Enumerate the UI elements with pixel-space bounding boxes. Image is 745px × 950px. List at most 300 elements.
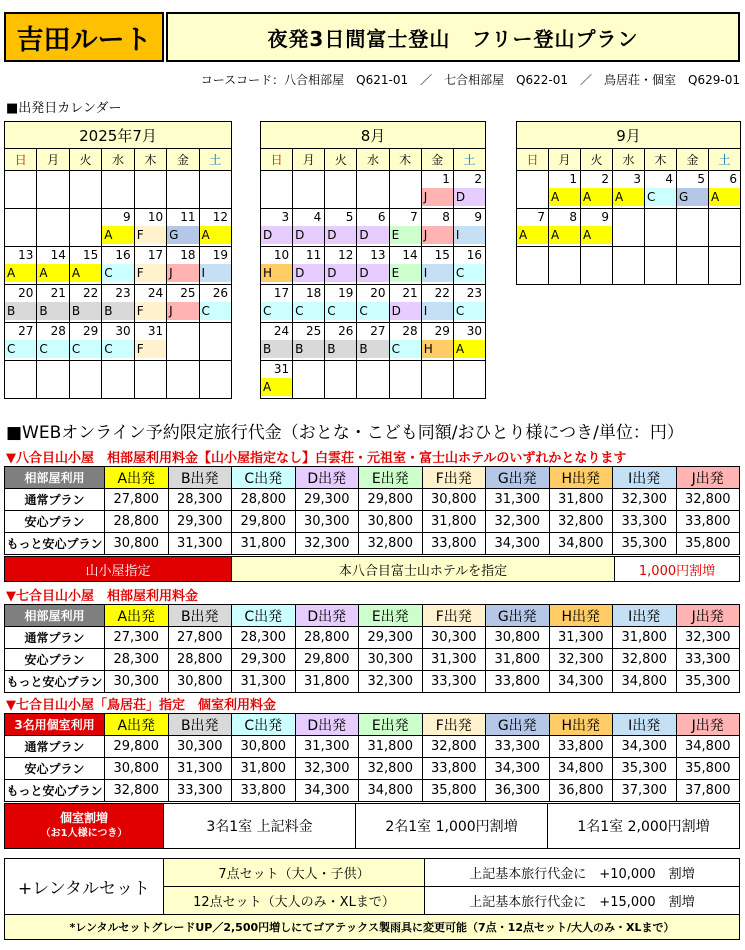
price-cell: 28,800 [295, 627, 359, 649]
departure-column-header: H出発 [549, 605, 613, 627]
departure-code [357, 378, 388, 396]
calendar-day [261, 285, 293, 323]
table-row [5, 758, 740, 780]
calendar-day [453, 323, 485, 361]
price-cell: 33,800 [676, 511, 740, 533]
departure-column-header: E出発 [359, 467, 423, 489]
table-row [5, 736, 740, 758]
day-number [357, 361, 388, 378]
departure-code: B [102, 302, 133, 320]
calendar-day [37, 171, 69, 209]
hut-designation-label: 山小屋指定 [5, 557, 232, 582]
day-number: 15 [434, 248, 450, 262]
price-cell: 35,800 [676, 533, 740, 555]
plan-label: 安心プラン [5, 758, 105, 780]
calendar-day [69, 171, 101, 209]
calendar-day [357, 323, 389, 361]
day-number [422, 361, 453, 378]
price-cell: 29,800 [295, 649, 359, 671]
departure-code: J [167, 264, 198, 282]
departure-code: C [454, 302, 485, 320]
departure-code: C [325, 302, 356, 320]
day-number [517, 171, 548, 188]
day-number: 15 [82, 248, 99, 262]
calendar-day [421, 209, 453, 247]
price-cell: 34,800 [613, 671, 677, 693]
departure-code: C [37, 340, 68, 358]
departure-code [390, 188, 421, 206]
day-number: 18 [180, 248, 196, 262]
day-number: 7 [410, 210, 418, 224]
calendar-day [389, 209, 421, 247]
price-cell: 29,300 [295, 489, 359, 511]
calendar-day [102, 361, 134, 399]
calendar-day [517, 247, 549, 285]
table-row [5, 649, 740, 671]
departure-code [37, 188, 68, 206]
price-cell: 32,800 [613, 649, 677, 671]
calendar-day [5, 323, 37, 361]
table-row [5, 671, 740, 693]
price-cell: 34,800 [549, 533, 613, 555]
table-title-7th-private: ▼七合目山小屋「鳥居荘」指定 個室利用料金 [6, 698, 276, 713]
weekday-header: 木 [389, 149, 421, 171]
day-number: 4 [665, 172, 673, 186]
day-number [200, 323, 231, 340]
departure-code [102, 378, 133, 396]
departure-column-header: F出発 [422, 605, 486, 627]
price-cell: 32,300 [295, 533, 359, 555]
departure-code [422, 378, 453, 396]
price-cell: 35,300 [613, 758, 677, 780]
departure-code: A [581, 188, 612, 206]
departure-code: C [102, 264, 133, 282]
table-row [5, 627, 740, 649]
calendar-july [4, 121, 232, 399]
month-title: 8月 [261, 122, 486, 149]
price-cell: 30,800 [359, 511, 423, 533]
price-cell: 32,300 [676, 627, 740, 649]
weekday-header: 金 [677, 149, 709, 171]
departure-code [645, 226, 676, 244]
departure-column-header: F出発 [422, 714, 486, 736]
price-table-7th-private [4, 713, 740, 802]
calendar-day [517, 171, 549, 209]
departure-code: A [613, 188, 644, 206]
price-cell: 30,800 [486, 627, 550, 649]
calendar-day [102, 247, 134, 285]
day-number [135, 171, 166, 188]
departure-code: B [261, 340, 292, 358]
weekday-header: 土 [709, 149, 741, 171]
departure-code [135, 188, 166, 206]
day-number: 30 [466, 324, 482, 338]
calendar-day [325, 323, 357, 361]
price-cell: 31,300 [168, 758, 232, 780]
day-number: 24 [147, 286, 164, 300]
departure-code [167, 340, 198, 358]
day-number [5, 209, 36, 226]
calendar-day [357, 247, 389, 285]
departure-code: C [261, 302, 292, 320]
departure-code: F [135, 302, 166, 320]
departure-code: I [454, 226, 485, 244]
departure-code [677, 226, 708, 244]
weekday-header: 火 [69, 149, 101, 171]
day-number: 29 [434, 324, 450, 338]
day-number: 27 [370, 324, 386, 338]
departure-code: D [357, 226, 388, 244]
weekday-header: 月 [293, 149, 325, 171]
departure-code [5, 188, 36, 206]
departure-code [200, 188, 231, 206]
day-number: 18 [306, 286, 322, 300]
price-cell: 29,800 [105, 736, 169, 758]
price-cell: 37,800 [676, 780, 740, 802]
table-row [5, 489, 740, 511]
calendar-day [453, 285, 485, 323]
price-cell: 33,300 [613, 511, 677, 533]
month-title: 2025年7月 [5, 122, 232, 149]
day-number: 3 [281, 210, 290, 224]
calendar-day [293, 285, 325, 323]
day-number: 28 [50, 324, 66, 338]
departure-code: A [454, 340, 485, 358]
calendar-day [645, 171, 677, 209]
day-number [709, 247, 740, 264]
departure-column-header: D出発 [295, 605, 359, 627]
day-number: 9 [474, 210, 482, 224]
price-cell: 32,800 [549, 511, 613, 533]
departure-code [709, 226, 740, 244]
departure-code: D [454, 188, 485, 206]
calendar-day [581, 247, 613, 285]
day-number [37, 361, 68, 378]
calendar-day [199, 323, 231, 361]
day-number: 13 [18, 248, 34, 262]
day-number: 6 [729, 172, 737, 186]
day-number [645, 247, 676, 264]
private-room-option: 3名1室 上記料金 [164, 804, 356, 849]
weekday-header: 水 [613, 149, 645, 171]
day-number: 21 [50, 286, 66, 300]
price-cell: 33,300 [422, 671, 486, 693]
departure-code [549, 264, 580, 282]
day-number [293, 361, 324, 378]
price-cell: 30,300 [359, 649, 423, 671]
calendar-day [69, 247, 101, 285]
day-number: 26 [212, 286, 228, 300]
day-number: 14 [402, 248, 418, 262]
departure-code: A [549, 226, 580, 244]
day-number [70, 209, 101, 226]
departure-code: A [70, 264, 101, 282]
day-number [645, 209, 676, 226]
plan-label: もっと安心プラン [5, 671, 105, 693]
day-number [613, 247, 644, 264]
departure-code: A [200, 226, 231, 244]
departure-code: D [293, 226, 324, 244]
price-cell: 31,800 [549, 489, 613, 511]
day-number: 7 [537, 210, 545, 224]
price-cell: 32,800 [359, 533, 423, 555]
departure-code: A [102, 226, 133, 244]
plan-label: 通常プラン [5, 489, 105, 511]
day-number: 8 [442, 210, 450, 224]
calendar-day [357, 285, 389, 323]
private-room-label [5, 804, 164, 849]
departure-code: A [37, 264, 68, 282]
price-cell: 33,300 [486, 736, 550, 758]
departure-code [517, 264, 548, 282]
departure-column-header: G出発 [486, 714, 550, 736]
price-cell: 29,300 [168, 511, 232, 533]
calendar-day [453, 171, 485, 209]
departure-code [613, 264, 644, 282]
departure-column-header: I出発 [613, 467, 677, 489]
day-number: 12 [212, 210, 228, 224]
day-number: 17 [273, 286, 290, 300]
rental-set-label: +レンタルセット [5, 859, 164, 915]
day-number [200, 171, 231, 188]
calendar-day [102, 323, 134, 361]
price-cell: 29,800 [359, 489, 423, 511]
price-cell: 31,300 [168, 533, 232, 555]
price-table-7th-shared [4, 604, 740, 693]
hut-designation-surcharge: 1,000円割増 [615, 557, 740, 582]
calendar-day [134, 209, 166, 247]
calendar-day [102, 209, 134, 247]
plan-label: 通常プラン [5, 736, 105, 758]
price-cell: 32,300 [295, 758, 359, 780]
day-number [454, 361, 485, 378]
day-number: 8 [569, 210, 577, 224]
price-cell: 28,300 [168, 489, 232, 511]
day-number [325, 361, 356, 378]
departure-code [325, 378, 356, 396]
departure-code [390, 378, 421, 396]
weekday-header: 水 [357, 149, 389, 171]
calendar-day [709, 171, 741, 209]
price-cell: 35,300 [613, 533, 677, 555]
calendar-day [325, 285, 357, 323]
calendar-day [677, 171, 709, 209]
price-cell: 29,800 [232, 511, 296, 533]
departure-code: D [325, 226, 356, 244]
day-number [677, 247, 708, 264]
price-cell: 30,300 [422, 627, 486, 649]
departure-code: D [357, 264, 388, 282]
calendar-day [709, 247, 741, 285]
departure-column-header: D出発 [295, 467, 359, 489]
table-corner-label: 相部屋利用 [5, 605, 105, 627]
day-number: 3 [633, 172, 641, 186]
day-number [709, 209, 740, 226]
day-number: 10 [147, 210, 164, 224]
day-number [5, 361, 36, 378]
calendar-day [293, 209, 325, 247]
price-cell: 37,300 [613, 780, 677, 802]
table-corner-label: 3名用個室利用 [5, 714, 105, 736]
day-number: 2 [474, 172, 482, 186]
departure-column-header: H出発 [549, 714, 613, 736]
calendar-day [549, 171, 581, 209]
calendar-day [167, 361, 199, 399]
calendar-day [293, 361, 325, 399]
calendar-day [167, 247, 199, 285]
departure-code [135, 378, 166, 396]
price-cell: 31,800 [232, 758, 296, 780]
weekday-header: 火 [325, 149, 357, 171]
day-number: 28 [402, 324, 418, 338]
day-number [135, 361, 166, 378]
day-number: 1 [569, 172, 577, 186]
weekday-header: 金 [421, 149, 453, 171]
calendar-day [677, 209, 709, 247]
departure-column-header: I出発 [613, 605, 677, 627]
price-cell: 31,800 [486, 649, 550, 671]
plan-label: 安心プラン [5, 649, 105, 671]
price-cell: 32,800 [422, 736, 486, 758]
price-cell: 31,300 [422, 649, 486, 671]
departure-code: C [102, 340, 133, 358]
table-title-8th-shared: ▼八合目山小屋 相部屋利用料金【山小屋指定なし】白雲荘・元祖室・富士山ホテルのいずれかとなります [6, 451, 627, 466]
price-cell: 28,800 [168, 649, 232, 671]
calendar-day [37, 285, 69, 323]
day-number: 2 [601, 172, 609, 186]
calendar-day [261, 209, 293, 247]
departure-code: A [581, 226, 612, 244]
calendar-day [5, 247, 37, 285]
day-number: 23 [115, 286, 131, 300]
calendar-day [389, 247, 421, 285]
day-number [549, 247, 580, 264]
price-cell: 30,800 [105, 533, 169, 555]
calendar-day [293, 247, 325, 285]
departure-code: A [517, 226, 548, 244]
departure-code: C [645, 188, 676, 206]
departure-code [70, 378, 101, 396]
day-number: 31 [147, 324, 164, 338]
calendar-day [134, 285, 166, 323]
price-cell: 32,300 [359, 671, 423, 693]
price-cell: 36,300 [486, 780, 550, 802]
price-cell: 33,800 [422, 758, 486, 780]
day-number: 23 [466, 286, 482, 300]
day-number: 16 [115, 248, 131, 262]
calendar-day [453, 247, 485, 285]
price-cell: 31,300 [232, 671, 296, 693]
departure-code [645, 264, 676, 282]
departure-code [517, 188, 548, 206]
price-cell: 34,300 [295, 780, 359, 802]
departure-code [167, 378, 198, 396]
day-number: 31 [273, 362, 290, 376]
calendar-day [325, 247, 357, 285]
price-cell: 28,300 [232, 627, 296, 649]
price-cell: 30,300 [295, 511, 359, 533]
departure-column-header: E出発 [359, 605, 423, 627]
day-number [37, 171, 68, 188]
departure-code: I [200, 264, 231, 282]
day-number: 17 [147, 248, 164, 262]
departure-code [261, 188, 292, 206]
day-number [5, 171, 36, 188]
calendar-day [134, 361, 166, 399]
day-number [613, 209, 644, 226]
departure-code: I [422, 302, 453, 320]
day-number: 5 [345, 210, 354, 224]
calendar-day [261, 323, 293, 361]
day-number: 22 [434, 286, 450, 300]
calendar-day [453, 361, 485, 399]
departure-code: D [325, 264, 356, 282]
calendar-day [134, 171, 166, 209]
weekday-header: 火 [581, 149, 613, 171]
calendar-day [261, 171, 293, 209]
departure-code: I [422, 264, 453, 282]
departure-code: A [709, 188, 740, 206]
calendar-day [613, 247, 645, 285]
departure-code [5, 226, 36, 244]
departure-code: B [357, 340, 388, 358]
price-cell: 27,800 [105, 489, 169, 511]
departure-code: C [5, 340, 36, 358]
departure-code: B [70, 302, 101, 320]
departure-code: B [325, 340, 356, 358]
calendar-day [37, 361, 69, 399]
weekday-header: 金 [167, 149, 199, 171]
price-cell: 30,800 [168, 671, 232, 693]
day-number: 9 [123, 210, 131, 224]
price-cell: 29,300 [232, 649, 296, 671]
private-room-surcharge [4, 803, 740, 849]
calendar-day [69, 361, 101, 399]
price-cell: 27,300 [105, 627, 169, 649]
price-cell: 32,800 [359, 758, 423, 780]
course-codes: コースコード：八合相部屋 Q621-01 ／ 七合相部屋 Q622-01 ／ 鳥居荘・個室 Q629-01 [200, 73, 740, 87]
calendar-day [389, 361, 421, 399]
weekday-header: 日 [5, 149, 37, 171]
day-number: 14 [50, 248, 66, 262]
departure-column-header: E出発 [359, 714, 423, 736]
plan-label: もっと安心プラン [5, 533, 105, 555]
price-cell: 30,300 [168, 736, 232, 758]
departure-code: A [549, 188, 580, 206]
departure-code: J [167, 302, 198, 320]
departure-code [70, 188, 101, 206]
day-number [325, 171, 356, 188]
table-title-7th-shared: ▼七合目山小屋 相部屋利用料金 [6, 589, 198, 604]
calendar-day [421, 247, 453, 285]
calendar-section-title: ■出発日カレンダー [6, 101, 122, 116]
departure-code [37, 226, 68, 244]
day-number: 19 [212, 248, 228, 262]
calendar-day [167, 285, 199, 323]
rental-set-7: 7点セット（大人・子供） [164, 859, 425, 887]
day-number [37, 209, 68, 226]
rental-price-12: 上記基本旅行代金に +15,000 割増 [425, 887, 740, 915]
departure-code [709, 264, 740, 282]
departure-code: E [390, 226, 421, 244]
departure-column-header: C出発 [232, 605, 296, 627]
departure-column-header: H出発 [549, 467, 613, 489]
departure-code [5, 378, 36, 396]
price-cell: 31,800 [613, 627, 677, 649]
price-cell: 30,800 [232, 736, 296, 758]
day-number [357, 171, 388, 188]
weekday-header: 月 [549, 149, 581, 171]
